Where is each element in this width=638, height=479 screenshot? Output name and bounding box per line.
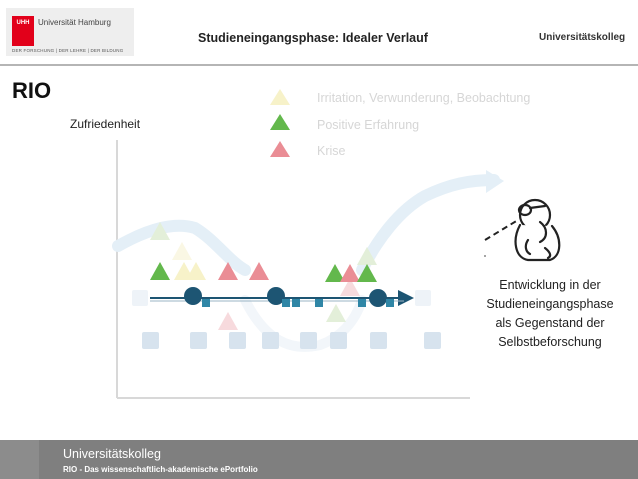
milestone-square xyxy=(292,299,300,307)
milestone-dot xyxy=(184,287,202,305)
caption-line: als Gegenstand der xyxy=(495,316,605,330)
legend-label-positive: Positive Erfahrung xyxy=(317,118,420,132)
marker-square-light xyxy=(229,332,246,349)
slide-footer xyxy=(0,440,638,479)
legend-triangle-crisis xyxy=(270,141,290,157)
caption-line: Studieneingangsphase xyxy=(486,297,614,311)
marker-square-light xyxy=(330,332,347,349)
logo-mark: UHH xyxy=(12,16,34,46)
observer-illustration xyxy=(516,200,560,260)
marker-square-light xyxy=(142,332,159,349)
marker-positive-faded xyxy=(326,304,346,322)
marker-square-light xyxy=(424,332,441,349)
marker-square-light xyxy=(370,332,387,349)
milestone-square xyxy=(386,299,394,307)
marker-square-faded xyxy=(132,290,148,306)
marker-crisis xyxy=(249,262,269,280)
marker-square-light xyxy=(300,332,317,349)
footer-accent xyxy=(0,440,39,479)
y-axis-label: Zufriedenheit xyxy=(70,117,141,131)
marker-irritation-faded xyxy=(172,242,192,260)
caption-line: Entwicklung in der xyxy=(499,278,601,292)
telescope-line xyxy=(485,220,518,240)
marker-crisis-faded xyxy=(218,312,238,330)
header-title: Studieneingangsphase: Idealer Verlauf xyxy=(198,31,428,45)
logo-name: Universität Hamburg xyxy=(38,18,111,27)
milestone-square xyxy=(202,299,210,307)
diagram-caption xyxy=(475,276,625,352)
header-brand: Universitätskolleg xyxy=(539,32,626,43)
legend-triangle-positive xyxy=(270,114,290,130)
legend-triangle-irritation xyxy=(270,89,290,105)
legend-label-crisis: Krise xyxy=(317,144,346,158)
footer-title: Universitätskolleg xyxy=(63,447,161,461)
footer-subtitle: RIO - Das wissenschaftlich-akademische ePortfolio xyxy=(63,465,258,474)
milestone-square xyxy=(282,299,290,307)
trend-arrow-right xyxy=(362,180,494,270)
slide-heading: RIO xyxy=(12,78,52,103)
milestone-dot xyxy=(369,289,387,307)
milestone-square xyxy=(358,299,366,307)
logo-tagline: DER FORSCHUNG | DER LEHRE | DER BILDUNG xyxy=(12,48,124,53)
legend-label-irritation: Irritation, Verwunderung, Beobachtung xyxy=(317,91,531,105)
marker-positive xyxy=(150,262,170,280)
telescope-dot xyxy=(484,255,486,257)
marker-square-light xyxy=(190,332,207,349)
caption-line: Selbstbeforschung xyxy=(498,335,602,349)
marker-square-faded xyxy=(415,290,431,306)
marker-square-light xyxy=(262,332,279,349)
trend-arrow-right-head xyxy=(486,170,504,193)
milestone-square xyxy=(315,299,323,307)
